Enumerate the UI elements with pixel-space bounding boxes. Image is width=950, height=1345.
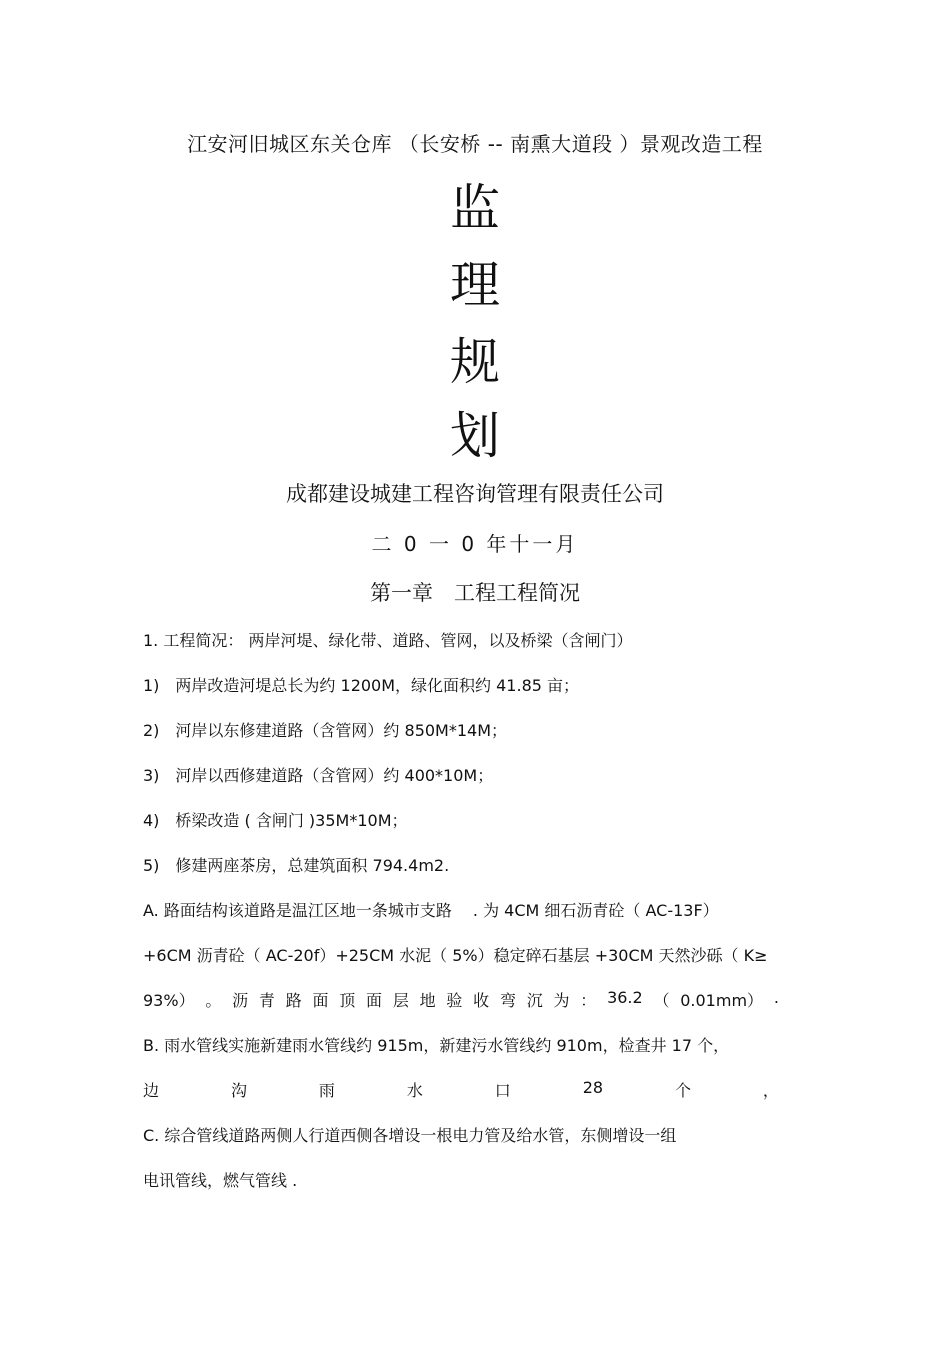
justified-token: 雨 <box>318 1081 335 1100</box>
item-line-2: 2) 河岸以东修建道路（含管网）约 850M*14M； <box>143 721 508 740</box>
title-char-3: 规 <box>450 333 500 391</box>
title-char-4: 划 <box>450 407 500 465</box>
justified-token: 顶 <box>339 991 356 1010</box>
item-line-3: 3) 河岸以西修建道路（含管网）约 400*10M； <box>143 766 494 785</box>
justified-token: 沥 <box>232 991 249 1010</box>
justified-token: 弯 <box>499 991 516 1010</box>
justified-token: 收 <box>473 991 490 1010</box>
title-char-1: 监 <box>450 179 500 237</box>
justified-token: 。 <box>205 991 222 1010</box>
justified-token: 边 <box>143 1081 160 1100</box>
document-date: 二 0 一 0 年十一月 <box>371 532 579 556</box>
justified-token: 沟 <box>230 1081 247 1100</box>
justified-token: 青 <box>258 991 275 1010</box>
company-name: 成都建设城建工程咨询管理有限责任公司 <box>286 482 664 506</box>
utility-line-1: C. 综合管线道路两侧人行道西侧各增设一根电力管及给水管，东侧增设一组 <box>143 1126 677 1145</box>
utility-line-2: 电讯管线，燃气管线 . <box>143 1171 298 1190</box>
justified-token: ， <box>762 1081 779 1100</box>
justified-token: 面 <box>312 991 329 1010</box>
justified-token: 路 <box>285 991 302 1010</box>
justified-token: 36.2 <box>607 988 643 1007</box>
justified-token: 水 <box>406 1081 423 1100</box>
justified-token: ： <box>580 991 597 1010</box>
justified-token: 个 <box>674 1081 691 1100</box>
title-char-2: 理 <box>450 256 500 314</box>
justified-token: 28 <box>582 1078 604 1097</box>
justified-token: （ <box>653 991 670 1010</box>
justified-token: 口 <box>494 1081 511 1100</box>
justified-token: 为 <box>553 991 570 1010</box>
pavement-line-3 <box>143 988 779 1011</box>
chapter-heading: 第一章 工程工程简况 <box>370 581 580 605</box>
justified-token: 面 <box>366 991 383 1010</box>
justified-token: 沉 <box>526 991 543 1010</box>
drainage-line: B. 雨水管线实施新建雨水管线约 915m，新建污水管线约 910m，检查井 17 个， <box>143 1036 730 1055</box>
pavement-line-1: A. 路面结构该道路是温江区地一条城市支路 . 为 4CM 细石沥青砼（ AC-13F） <box>143 901 719 920</box>
justified-token: 层 <box>392 991 409 1010</box>
gutter-inlet-line <box>143 1078 779 1101</box>
justified-token: . <box>773 988 779 1007</box>
justified-token: 0.01mm） <box>680 991 764 1010</box>
project-subtitle: 江安河旧城区东关仓库 （长安桥 -- 南熏大道段 ）景观改造工程 <box>187 132 763 156</box>
pavement-line-2: +6CM 沥青砼（ AC-20f）+25CM 水泥（ 5%）稳定碎石基层 +30CM 天然沙砾（ K≥ <box>143 946 768 965</box>
justified-token: 验 <box>446 991 463 1010</box>
justified-token: 93%） <box>143 991 195 1010</box>
overview-line: 1. 工程简况： 两岸河堤、绿化带、道路、管网，以及桥梁（含闸门） <box>143 631 633 650</box>
justified-token: 地 <box>419 991 436 1010</box>
item-line-4: 4) 桥梁改造 ( 含闸门 )35M*10M； <box>143 811 408 830</box>
item-line-5: 5) 修建两座茶房，总建筑面积 794.4m2. <box>143 856 450 875</box>
item-line-1: 1) 两岸改造河堤总长为约 1200M，绿化面积约 41.85 亩； <box>143 676 580 695</box>
